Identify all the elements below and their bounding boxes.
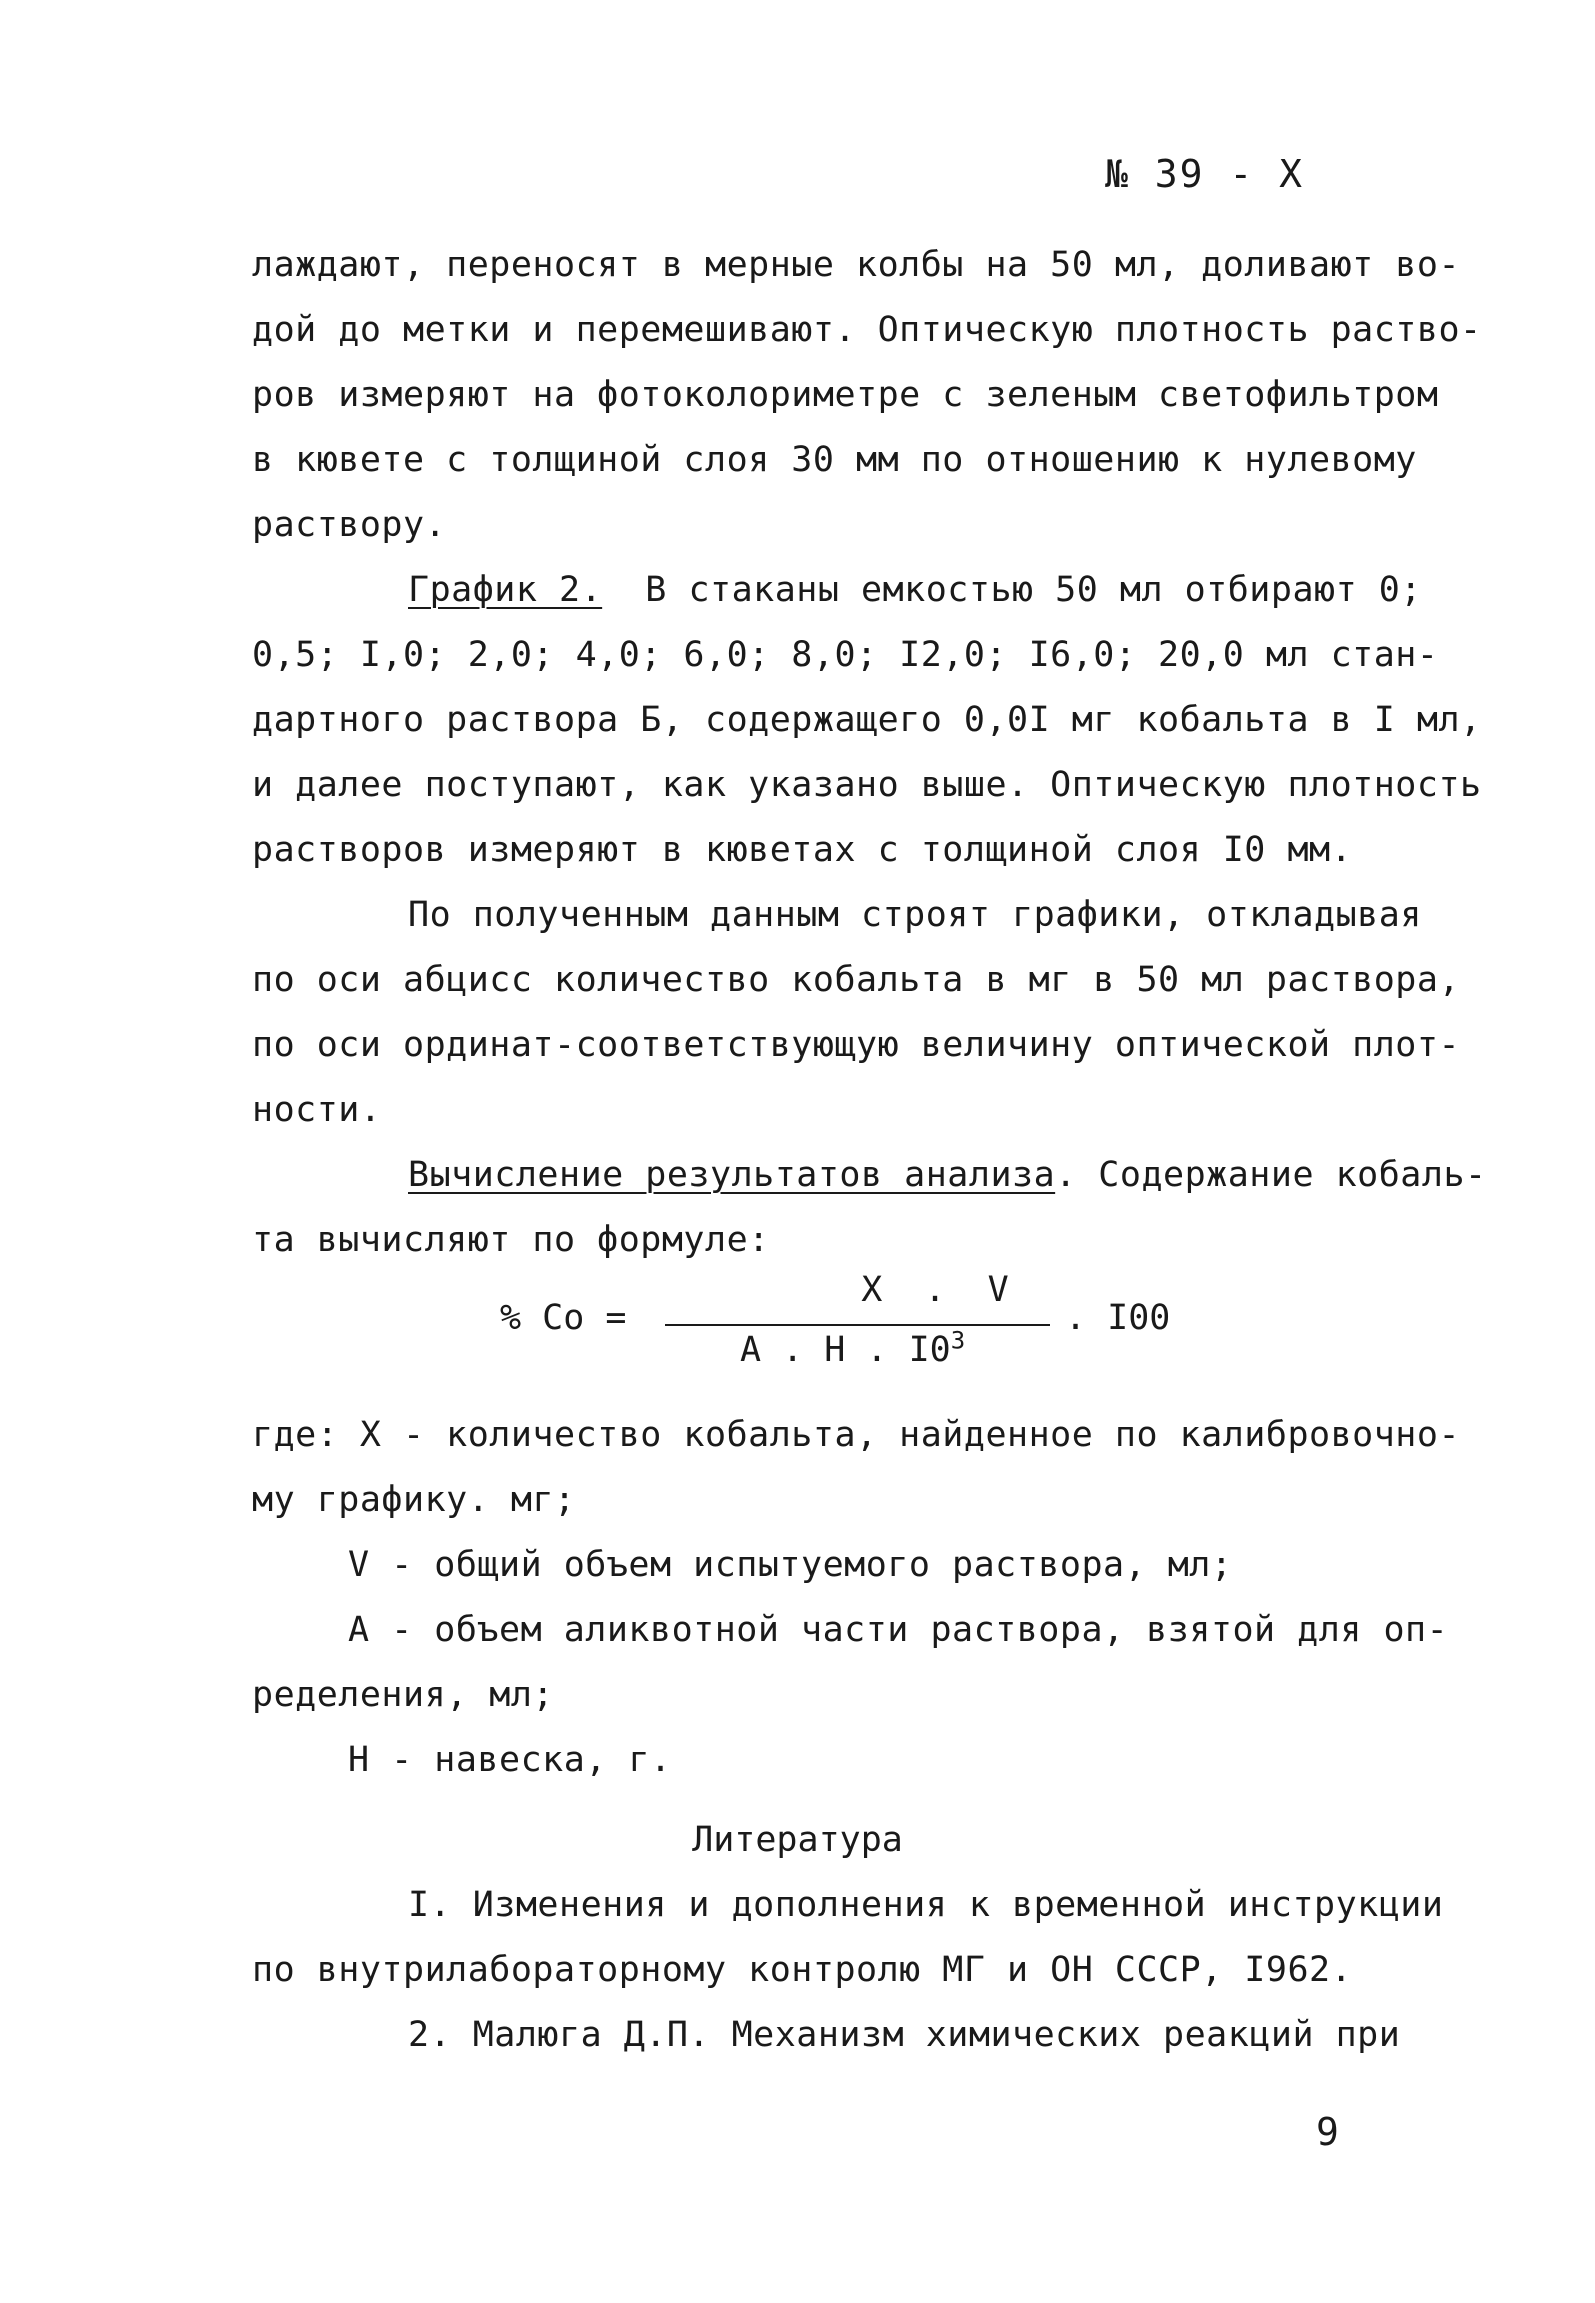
- denominator-base: А . Н . I0: [740, 1330, 951, 1370]
- text-line: по оси ординат-соответствующую величину оптической плот-: [252, 1025, 1461, 1065]
- text-line: по оси абцисс количество кобальта в мг в 50 мл раствора,: [252, 960, 1461, 1000]
- definition-h: Н - навеска, г.: [348, 1740, 672, 1780]
- page-number: 9: [1316, 2110, 1339, 2154]
- text-line: раствору.: [252, 505, 447, 545]
- literature-heading: Литература: [692, 1820, 903, 1860]
- text-line: дартного раствора Б, содержащего 0,0I мг кобальта в I мл,: [252, 700, 1482, 740]
- text-line: в кювете с толщиной слоя 30 мм по отношению к нулевому: [252, 440, 1417, 480]
- definition-v: V - общий объем испытуемого раствора, мл;: [348, 1545, 1233, 1585]
- text-fragment: . Содержание кобаль-: [1055, 1155, 1487, 1195]
- text-line: ности.: [252, 1090, 382, 1130]
- text-fragment: В стаканы емкостью 50 мл отбирают 0;: [602, 570, 1422, 610]
- cobalt-formula: [500, 1270, 1200, 1390]
- section-label-calculation: Вычисление результатов анализа: [408, 1155, 1056, 1195]
- document-number: № 39 - Х: [1105, 152, 1305, 196]
- text-line: ров измеряют на фотоколориметре с зеленым светофильтром: [252, 375, 1439, 415]
- formula-lhs: % Co =: [500, 1298, 627, 1338]
- definition-x: где: Х - количество кобальта, найденное по калибровочно-: [252, 1415, 1461, 1455]
- literature-item: 2. Малюга Д.П. Механизм химических реакций при: [408, 2015, 1401, 2055]
- text-line: ределения, мл;: [252, 1675, 555, 1715]
- text-line: по внутрилабораторному контролю МГ и ОН СССР, I962.: [252, 1950, 1353, 1990]
- text-line: растворов измеряют в кюветах с толщиной слоя I0 мм.: [252, 830, 1353, 870]
- text-line: му графику. мг;: [252, 1480, 576, 1520]
- literature-item: I. Изменения и дополнения к временной инструкции: [408, 1885, 1444, 1925]
- text-line: 0,5; I,0; 2,0; 4,0; 6,0; 8,0; I2,0; I6,0; 20,0 мл стан-: [252, 635, 1439, 675]
- formula-multiplier: . I00: [1065, 1298, 1171, 1338]
- definition-a: А - объем аликвотной части раствора, взятой для оп-: [348, 1610, 1449, 1650]
- fraction-bar: [665, 1324, 1050, 1326]
- formula-numerator: Х . V: [861, 1270, 1009, 1310]
- text-line: [408, 1155, 1487, 1195]
- text-line: дой до метки и перемешивают. Оптическую плотность раство-: [252, 310, 1482, 350]
- section-label-graph-2: График 2.: [408, 570, 603, 610]
- text-line: та вычисляют по формуле:: [252, 1220, 770, 1260]
- text-line: По полученным данным строят графики, откладывая: [408, 895, 1422, 935]
- text-line: и далее поступают, как указано выше. Оптическую плотность: [252, 765, 1482, 805]
- text-line: [408, 570, 1422, 610]
- formula-denominator: [740, 1326, 966, 1370]
- denominator-exponent: 3: [950, 1326, 966, 1355]
- text-line: лаждают, переносят в мерные колбы на 50 мл, доливают во-: [252, 245, 1461, 285]
